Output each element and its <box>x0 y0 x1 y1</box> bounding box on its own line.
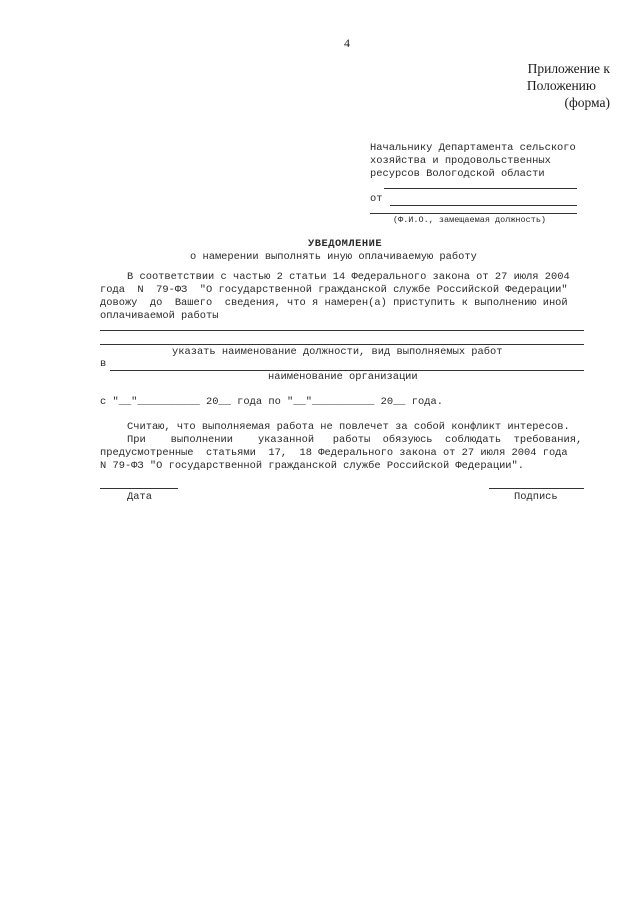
paragraph-1-line-3: довожу до Вашего сведения, что я намерен(а) приступить к выполнению иной <box>100 297 568 309</box>
date-line[interactable] <box>100 488 178 489</box>
dates-line[interactable]: с "__"__________ 20__ года по "__"__________ 20__ года. <box>100 396 443 408</box>
paragraph-1-line-2: года N 79-ФЗ "О государственной гражданской службе Российской Федерации" <box>100 284 568 296</box>
paragraph-3-line-3: N 79-ФЗ "О государственной гражданской службе Российской Федерации". <box>100 460 525 472</box>
position-caption: указать наименование должности, вид выполняемых работ <box>172 346 503 358</box>
paragraph-3-line-1: При выполнении указанной работы обязуюсь соблюдать требования, <box>127 434 583 446</box>
appendix-block <box>527 60 610 111</box>
organization-in-label: в <box>100 358 107 370</box>
paragraph-3-line-2: предусмотренные статьями 17, 18 Федерального закона от 27 июля 2004 года <box>100 447 568 459</box>
addressee-from-line[interactable] <box>390 205 577 206</box>
work-description-line-1[interactable] <box>100 330 584 331</box>
addressee-from-label: от <box>370 193 383 205</box>
paragraph-2: Считаю, что выполняемая работа не повлечет за собой конфликт интересов. <box>127 421 570 433</box>
addressee-line-1: Начальнику Департамента сельского <box>370 142 576 154</box>
work-description-line-2[interactable] <box>100 344 584 345</box>
paragraph-1-line-4: оплачиваемой работы <box>100 310 219 322</box>
addressee-line-2: хозяйства и продовольственных <box>370 155 551 167</box>
signature-line[interactable] <box>489 488 584 489</box>
signature-label: Подпись <box>514 491 558 503</box>
date-label: Дата <box>127 491 152 503</box>
addressee-blank-line-1[interactable] <box>384 188 577 189</box>
addressee-line-3: ресурсов Вологодской области <box>370 168 545 180</box>
notice-title: УВЕДОМЛЕНИЕ <box>308 238 383 250</box>
paragraph-1-line-1: В соответствии с частью 2 статьи 14 Федерального закона от 27 июля 2004 <box>127 271 570 283</box>
notice-subtitle: о намерении выполнять иную оплачиваемую работу <box>190 251 477 263</box>
page-number: 4 <box>344 36 350 50</box>
appendix-line-3: (форма) <box>564 95 610 110</box>
addressee-caption: (Ф.И.О., замещаемая должность) <box>393 215 547 225</box>
appendix-line-1: Приложение к <box>527 61 610 76</box>
appendix-line-2: Положению <box>526 78 596 93</box>
organization-caption: наименование организации <box>268 371 418 383</box>
